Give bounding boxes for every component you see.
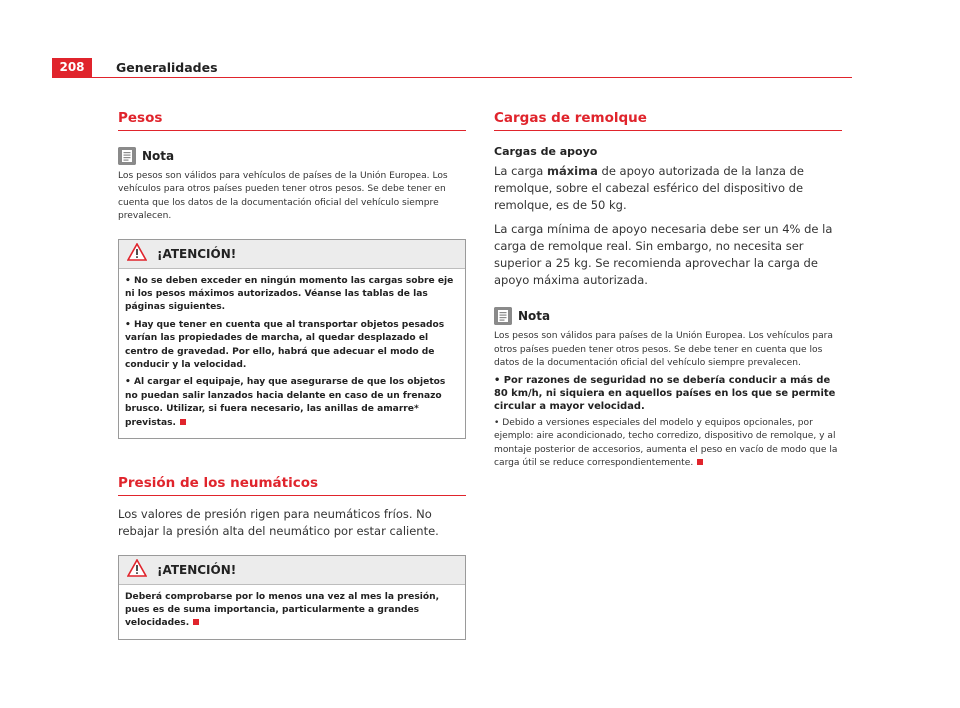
page-number: 208 — [52, 58, 92, 77]
warning-item: • Hay que tener en cuenta que al transportar objetos pesados varían las propiedades de marcha, al quedar desplazado el centro de gravedad. Por ello, habrá que adecuar el modo de conducir y la velocidad. — [125, 319, 445, 371]
warning-triangle-icon — [127, 559, 147, 581]
presion-text: Los valores de presión rigen para neumáticos fríos. No rebajar la presión alta del neumático por estar caliente. — [118, 507, 439, 539]
warning-item: • Al cargar el equipaje, hay que asegurarse de que los objetos no puedan salir lanzados hacia delante en caso de un frenazo brusco. Utilizar, si fuera necesario, las anillas de amarre* previstas. — [125, 377, 446, 428]
warning-box-cargas — [118, 239, 466, 439]
end-marker-icon — [180, 419, 186, 425]
warning-title: ¡ATENCIÓN! — [157, 246, 237, 261]
running-header: Generalidades — [116, 60, 218, 75]
note-title: Nota — [142, 149, 175, 163]
warning-item: • No se deben exceder en ningún momento las cargas sobre eje ni los pesos máximos autorizados. Véanse las tablas de las páginas siguientes. — [125, 275, 454, 313]
subheading-cargas-apoyo: Cargas de apoyo — [494, 145, 598, 158]
header-rule — [52, 77, 852, 78]
note-pesos — [118, 147, 466, 224]
warning-triangle-icon — [127, 243, 147, 265]
warning-title: ¡ATENCIÓN! — [157, 562, 237, 577]
para-carga-minima: La carga mínima de apoyo necesaria debe ser un 4% de la carga de remolque real. Sin embargo, no necesita ser superior a 25 kg. Se recomienda aprovechar la carga de apoyo máxima autorizada. — [494, 221, 833, 288]
left-column — [118, 110, 466, 640]
section-title-presion: Presión de los neumáticos — [118, 475, 466, 496]
right-column — [494, 110, 842, 470]
section-title-cargas-remolque: Cargas de remolque — [494, 110, 842, 131]
note-icon — [118, 147, 136, 165]
para-carga-maxima: La carga máxima de apoyo autorizada de la lanza de remolque, sobre el cabezal esférico del dispositivo de remolque, es de 50 kg. — [494, 164, 804, 213]
note-speed-warning: • Por razones de seguridad no se debería conducir a más de 80 km/h, ni siquiera en aquellos países en los que se permite circular a mayor velocidad. — [494, 374, 836, 413]
warning-item: Deberá comprobarse por lo menos una vez al mes la presión, pues es de suma importancia, particularmente a grandes velocidades. — [125, 591, 440, 629]
note-remolque — [494, 307, 842, 470]
section-title-pesos: Pesos — [118, 110, 466, 131]
end-marker-icon — [193, 619, 199, 625]
note-text: Los pesos son válidos para países de la Unión Europea. Los vehículos para otros países pueden tener otros pesos. Se debe tener en cuenta que los datos de la documentación oficial del vehículo siempre prevalecen. — [494, 331, 833, 369]
end-marker-icon — [697, 459, 703, 465]
warning-box-presion — [118, 555, 466, 640]
note-title: Nota — [518, 309, 551, 324]
note-text: Los pesos son válidos para vehículos de países de la Unión Europea. Los vehículos para otros países pueden tener otros pesos. Se debe tener en cuenta que los datos de la documentación oficial del vehículo siempre prevalecen. — [118, 171, 448, 222]
note-bullet: • Debido a versiones especiales del modelo y equipos opcionales, por ejemplo: aire acondicionado, techo corredizo, dispositivo de remolque, y al montaje posterior de accesorios, aumenta el peso en vacío de modo que la carga útil se reduce correspondientemente. — [494, 417, 838, 469]
note-icon — [494, 307, 512, 325]
